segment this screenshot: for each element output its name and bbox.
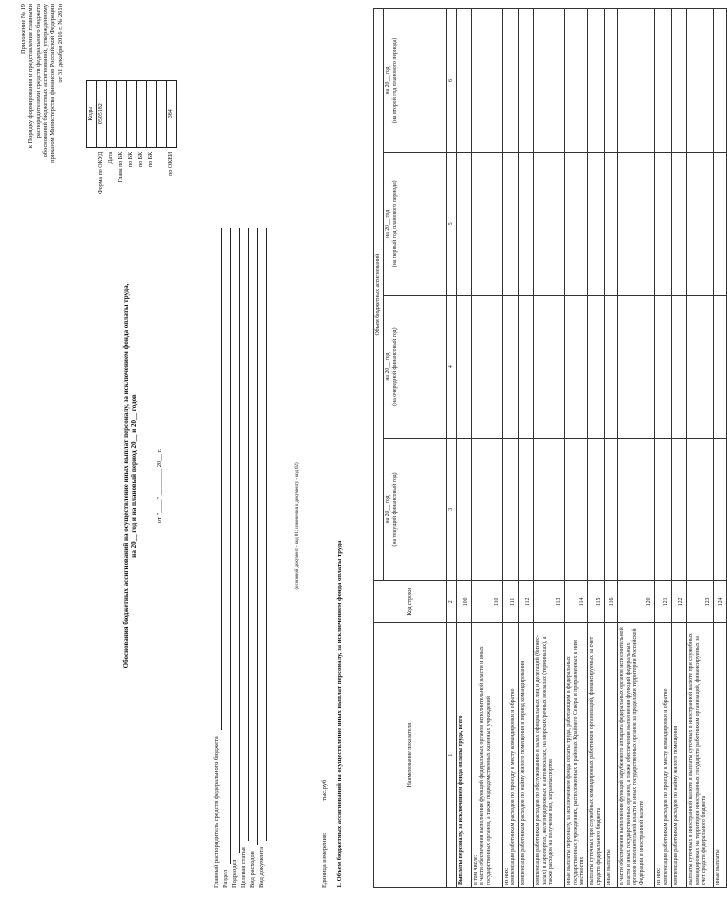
row-code: 112 [518, 581, 533, 623]
value-cell[interactable] [604, 152, 617, 295]
value-cell[interactable] [502, 152, 518, 295]
row-code: 116 [604, 581, 617, 623]
value-cell[interactable] [564, 295, 587, 438]
codes-header: Коды [87, 80, 97, 147]
row-name: выплаты суточных при служебных командировках работников организаций, финансируемых за счет средств федерального бюджета [587, 623, 604, 888]
col-number: 4 [447, 295, 457, 438]
field-line [249, 228, 258, 845]
row-code: 110 [471, 581, 502, 623]
value-cell[interactable] [471, 152, 502, 295]
field-label: Главный распорядитель средств федерального бюджета [213, 736, 220, 888]
row-code: 114 [564, 581, 587, 623]
row-code: 123 [686, 581, 713, 623]
field-line [258, 228, 267, 841]
value-cell[interactable] [671, 295, 686, 438]
field-row [222, 228, 231, 888]
value-cell[interactable] [713, 9, 726, 153]
row-code: 115 [587, 581, 604, 623]
appendix-note [20, 4, 64, 236]
value-cell[interactable] [533, 295, 564, 438]
budget-table [373, 8, 727, 888]
value-cell[interactable] [518, 9, 533, 153]
col-header-current-year: на 20__ год (на текущий финансовый год) [384, 438, 447, 581]
col-group-header: Объем бюджетных ассигнований [374, 9, 384, 581]
value-cell[interactable] [713, 295, 726, 438]
col-header-name: Наименование показателя [374, 623, 447, 888]
value-cell[interactable] [671, 9, 686, 153]
row-code: 100 [456, 581, 471, 623]
code-label [157, 147, 167, 196]
document-title [122, 176, 138, 776]
code-value [107, 80, 117, 147]
code-label: по БК [138, 151, 145, 167]
value-cell[interactable] [471, 9, 502, 153]
col-number: 1 [447, 623, 457, 888]
header-fields [213, 228, 267, 888]
row-name: иные выплаты [713, 623, 726, 888]
table-row [713, 9, 726, 888]
row-code: 120 [617, 581, 654, 623]
row-name: в том числе: в части обеспечения выполнения функций федеральных органов исполнительной власти и иных государственных органов, а также подведомственных казенных учреждений [471, 623, 502, 888]
row-code: 113 [533, 581, 564, 623]
value-cell[interactable] [533, 9, 564, 153]
col-header-plan-year-2: на 20__ год (на второй год планового периода) [384, 9, 447, 153]
row-name: из них: компенсация работникам расходов по проезду к месту командировки и обратно [502, 623, 518, 888]
value-cell[interactable] [502, 9, 518, 153]
value-cell[interactable] [713, 438, 726, 581]
value-cell[interactable] [587, 295, 604, 438]
code-label: по БК [128, 151, 135, 167]
value-cell[interactable] [533, 152, 564, 295]
field-row [240, 228, 249, 888]
row-name: компенсация работникам расходов по найму жилого помещения в период командирования [518, 623, 533, 888]
appendix-line: обоснований бюджетных ассигнований, утвержденному [42, 4, 50, 158]
appendix-line: распорядителями средств федерального бюджета [34, 4, 42, 139]
col-number: 3 [447, 438, 457, 581]
value-cell[interactable] [671, 438, 686, 581]
unit-row [321, 780, 328, 888]
value-cell[interactable] [671, 152, 686, 295]
code-label: Глава по БК [118, 151, 125, 183]
value-cell[interactable] [617, 9, 654, 153]
appendix-line: от 31 декабря 2016 г. № 261н [56, 4, 64, 83]
value-cell[interactable] [604, 295, 617, 438]
field-line [240, 228, 249, 841]
value-cell[interactable] [456, 295, 471, 438]
value-cell[interactable] [686, 152, 713, 295]
section-title: 1. Объем бюджетных ассигнований на осуществление иных выплат персоналу, за исключением фонда оплаты труда [336, 540, 343, 888]
field-row [231, 228, 240, 888]
field-row [258, 228, 267, 888]
table-row [587, 9, 604, 888]
value-cell[interactable] [654, 295, 671, 438]
field-label: Раздел [222, 869, 229, 888]
table-body [456, 9, 726, 888]
code-value [147, 80, 157, 147]
row-name: иные выплаты [604, 623, 617, 888]
row-name: иные выплаты персоналу, за исключением фонда оплаты труда, работающим в федеральных государственных учреждениях, расположенных в районах Крайнего Севера и приравненных к ним местностях [564, 623, 587, 888]
value-cell[interactable] [456, 9, 471, 153]
code-value [157, 80, 167, 147]
appendix-line: приказом Министерства финансов Российской Федерации [49, 4, 57, 163]
table-row [502, 9, 518, 888]
value-cell[interactable] [604, 438, 617, 581]
value-cell[interactable] [587, 438, 604, 581]
row-name: выплаты суточных в иностранной валюте и выплаты суточных в иностранной валюте при служебных командировках на территории иностранных государств работникам организаций, финансируемых за счет средств федерального бюджета [686, 623, 713, 888]
code-label: по БК [148, 151, 155, 167]
value-cell[interactable] [456, 152, 471, 295]
table-row [604, 9, 617, 888]
value-cell[interactable] [564, 438, 587, 581]
field-row [213, 228, 222, 888]
value-cell[interactable] [564, 9, 587, 153]
value-cell[interactable] [471, 295, 502, 438]
document-page [18, 0, 725, 896]
field-label: Вид документа [258, 846, 265, 888]
code-label: Форма по ОКУД [98, 151, 105, 194]
field-label: Подраздел [231, 859, 238, 888]
code-value [117, 80, 127, 147]
codes-box [86, 80, 177, 196]
value-cell[interactable] [713, 152, 726, 295]
value-cell[interactable] [518, 438, 533, 581]
appendix-line: к Порядку формирования и представления главными [27, 4, 35, 149]
table-row [686, 9, 713, 888]
col-number: 2 [447, 581, 457, 623]
value-cell[interactable] [686, 438, 713, 581]
field-label: Целевая статья [240, 847, 247, 888]
value-cell[interactable] [686, 9, 713, 153]
document-type-note: (основной документ - код 01; изменения к документу - код 02) [295, 462, 300, 590]
field-label: Вид расходов [249, 851, 256, 888]
code-value [127, 80, 137, 147]
value-cell[interactable] [518, 152, 533, 295]
value-cell[interactable] [502, 295, 518, 438]
unit-value: тыс.руб [321, 779, 328, 801]
value-cell[interactable] [471, 438, 502, 581]
table-row [456, 9, 471, 888]
value-cell[interactable] [617, 152, 654, 295]
value-cell[interactable] [654, 9, 671, 153]
table-row [671, 9, 686, 888]
value-cell[interactable] [604, 9, 617, 153]
row-name: из них: компенсация работникам расходов по проезду к месту командировки и обратно [654, 623, 671, 888]
code-value [137, 80, 147, 147]
table-row [564, 9, 587, 888]
field-line [222, 228, 231, 864]
title-line-1: Обоснования бюджетных ассигнований на осуществление иных выплат персоналу, за исключением фонда оплаты труда, [122, 283, 130, 669]
col-number: 5 [447, 152, 457, 295]
value-cell[interactable] [533, 438, 564, 581]
value-cell[interactable] [617, 438, 654, 581]
code-value: 0505182 [97, 80, 107, 147]
col-header-code: Код строки [374, 581, 447, 623]
table-row [533, 9, 564, 888]
code-label: по ОКЕИ [168, 151, 175, 176]
row-code: 122 [671, 581, 686, 623]
appendix-line: Приложение № 19 [20, 4, 27, 54]
table-row [471, 9, 502, 888]
title-line-2: на 20__ год и на плановый период 20__ и 20__ годов [130, 394, 139, 558]
value-cell[interactable] [617, 295, 654, 438]
row-name: в части обеспечения выполнения функций зарубежного аппарата федеральных органов исполнительной власти и иных государственных органов, а также обеспечения выполнения функций федеральных органов исполнительной власти и иных государственных органов за пределами территории Российской Федерации в иностранной валюте [617, 623, 654, 888]
value-cell[interactable] [502, 438, 518, 581]
value-cell[interactable] [686, 295, 713, 438]
value-cell[interactable] [587, 152, 604, 295]
title-date: от "____" ________ 20__ г. [156, 448, 163, 524]
value-cell[interactable] [518, 295, 533, 438]
row-code: 121 [654, 581, 671, 623]
row-code: 111 [502, 581, 518, 623]
value-cell[interactable] [587, 9, 604, 153]
value-cell[interactable] [654, 438, 671, 581]
value-cell[interactable] [564, 152, 587, 295]
value-cell[interactable] [654, 152, 671, 295]
row-name: компенсация работникам расходов по найму жилого помещения [671, 623, 686, 888]
row-code: 124 [713, 581, 726, 623]
value-cell[interactable] [456, 438, 471, 581]
code-value: 384 [167, 80, 177, 147]
field-line [231, 228, 240, 853]
field-row [249, 228, 258, 888]
row-name: Выплаты персоналу, за исключением фонда оплаты труда, всего [456, 623, 471, 888]
table-row [617, 9, 654, 888]
unit-label: Единица измерения: [321, 832, 328, 888]
col-number: 6 [447, 9, 457, 153]
table-row [654, 9, 671, 888]
table-row [518, 9, 533, 888]
col-header-plan-year-1: на 20__ год (на первый год планового периода) [384, 152, 447, 295]
row-name: компенсация работникам расходов по обслуживанию в залах официальных лиц и делегаций (бизнес-залах) в аэропортах, железнодорожных и автовокзалах, на морских/речных вокзалах (терминалах), а также расходов на получение виз, загранпаспортов [533, 623, 564, 888]
field-line [213, 228, 222, 730]
col-header-next-year: на 20__ год (на очередной финансовый год) [384, 295, 447, 438]
code-label: Дата [108, 151, 115, 164]
